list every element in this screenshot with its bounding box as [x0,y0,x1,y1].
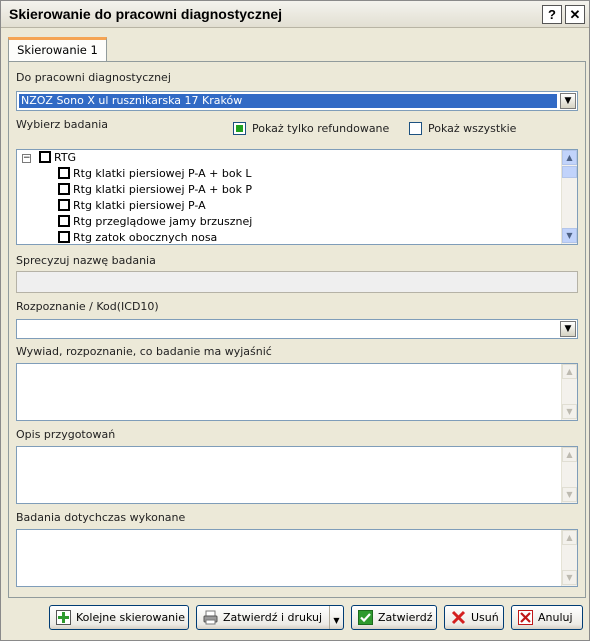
scroll-up-icon[interactable]: ▲ [562,364,577,379]
tree-item[interactable] [58,182,252,198]
previous-label: Badania dotychczas wykonane [16,511,186,524]
cancel-button[interactable] [511,605,583,630]
tree-item[interactable] [58,214,252,230]
checkbox-icon[interactable] [58,183,70,195]
cancel-icon [518,610,533,625]
checkbox-icon[interactable] [39,151,51,163]
check-icon [358,610,373,625]
previous-textarea[interactable] [16,529,578,587]
printer-icon [203,610,218,625]
tree-item-label: Rtg zatok obocznych nosa [73,231,218,244]
title-bar [1,1,589,28]
diagnosis-label: Rozpoznanie / Kod(ICD10) [16,300,159,313]
refunded-only-label: Pokaż tylko refundowane [252,122,390,135]
prep-textarea[interactable] [16,446,578,504]
tab-label: Skierowanie 1 [17,43,98,57]
interview-label: Wywiad, rozpoznanie, co badanie ma wyjaśnić [16,345,272,358]
tree-root-rtg[interactable] [39,150,76,166]
interview-textarea[interactable] [16,363,578,421]
tree-item-label: Rtg przeglądowe jamy brzusznej [73,215,253,228]
delete-label: Usuń [471,611,499,624]
tree-scrollbar[interactable] [561,150,577,244]
plus-icon [56,610,71,625]
approve-print-label: Zatwierdź i drukuj [223,611,323,624]
window-title: Skierowanie do pracowni diagnostycznej [9,6,283,22]
tree-root-label: RTG [54,151,77,164]
scroll-down-icon[interactable]: ▼ [562,404,577,419]
specify-label: Sprecyzuj nazwę badania [16,254,156,267]
tree-item[interactable] [58,230,217,245]
chevron-down-icon[interactable]: ▼ [560,93,576,109]
specify-input[interactable] [16,271,578,293]
refunded-only-checkbox[interactable] [233,122,246,135]
tests-tree[interactable] [16,149,578,245]
x-icon [451,610,466,625]
scroll-down-icon[interactable]: ▼ [562,228,577,243]
tests-label: Wybierz badania [16,118,109,131]
prep-label: Opis przygotowań [16,428,116,441]
tree-item[interactable] [58,198,206,214]
approve-label: Zatwierdź [378,611,433,624]
tree-item-label: Rtg klatki piersiowej P-A + bok L [73,167,252,180]
show-all-checkbox[interactable] [409,122,422,135]
lab-select-value: NZOZ Sono X ul rusznikarska 17 Kraków [19,94,557,108]
next-referral-label: Kolejne skierowanie [76,611,185,624]
diagnosis-select[interactable] [16,319,578,339]
next-referral-button[interactable] [49,605,189,630]
collapse-icon[interactable]: − [23,153,31,163]
prep-scrollbar[interactable] [561,447,577,503]
checkbox-icon[interactable] [58,231,70,243]
chevron-down-icon[interactable]: ▼ [560,321,576,337]
lab-select[interactable] [16,91,578,111]
scroll-up-icon[interactable]: ▲ [562,150,577,165]
close-button[interactable]: ✕ [565,5,585,24]
delete-button[interactable] [444,605,504,630]
interview-scrollbar[interactable] [561,364,577,420]
previous-scrollbar[interactable] [561,530,577,586]
help-button[interactable]: ? [542,5,562,24]
scroll-up-icon[interactable]: ▲ [562,447,577,462]
scroll-down-icon[interactable]: ▼ [562,487,577,502]
checkbox-icon[interactable] [58,199,70,211]
checkbox-icon[interactable] [58,167,70,179]
scroll-down-icon[interactable]: ▼ [562,570,577,585]
checkbox-icon[interactable] [58,215,70,227]
scroll-thumb[interactable] [562,166,577,178]
tree-item-label: Rtg klatki piersiowej P-A [73,199,206,212]
tab-skierowanie-1[interactable] [8,37,107,62]
lab-label: Do pracowni diagnostycznej [16,71,171,84]
approve-button[interactable] [351,605,437,630]
cancel-label: Anuluj [538,611,573,624]
tree-item[interactable] [58,166,252,182]
dropdown-arrow-icon[interactable]: ▼ [329,606,343,629]
tree-item-label: Rtg klatki piersiowej P-A + bok P [73,183,253,196]
show-all-label: Pokaż wszystkie [428,122,517,135]
scroll-up-icon[interactable]: ▲ [562,530,577,545]
approve-print-button[interactable] [196,605,344,630]
